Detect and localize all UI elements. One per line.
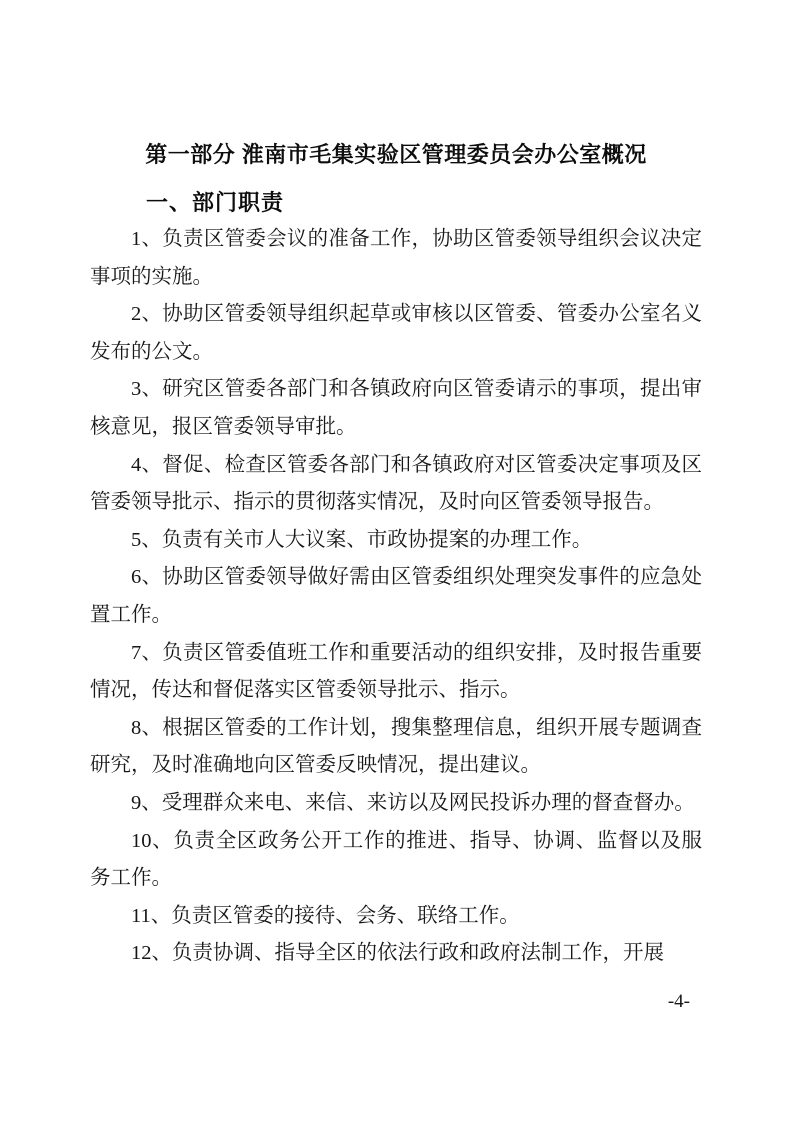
paragraph: 12、负责协调、指导全区的依法行政和政府法制工作，开展 — [131, 942, 664, 965]
document-title: 第一部分 淮南市毛集实验区管理委员会办公室概况 — [145, 142, 647, 167]
paragraph: 4、督促、检查区管委各部门和各镇政府对区管委决定事项及区管委领导批示、指示的贯彻落实情况，及时向区管委领导报告。 — [90, 453, 702, 514]
paragraph: 3、研究区管委各部门和各镇政府向区管委请示的事项，提出审核意见，报区管委领导审批。 — [90, 378, 702, 438]
paragraph: 11、负责区管委的接待、会务、联络工作。 — [131, 904, 520, 927]
page-number: -4- — [667, 991, 690, 1012]
document-content — [90, 140, 702, 973]
paragraph: 8、根据区管委的工作计划，搜集整理信息，组织开展专题调查研究，及时准确地向区管委反映情况，提出建议。 — [90, 716, 702, 777]
paragraph: 5、负责有关市人大议案、市政协提案的办理工作。 — [131, 528, 593, 551]
paragraph: 10、负责全区政务公开工作的推进、指导、协调、监督以及服务工作。 — [90, 829, 702, 890]
paragraph: 1、负责区管委会议的准备工作，协助区管委领导组织会议决定事项的实施。 — [90, 228, 702, 288]
paragraph: 2、协助区管委领导组织起草或审核以区管委、管委办公室名义发布的公文。 — [90, 303, 702, 363]
paragraph: 6、协助区管委领导做好需由区管委组织处理突发事件的应急处置工作。 — [90, 566, 702, 626]
paragraph: 9、受理群众来电、来信、来访以及网民投诉办理的督查督办。 — [131, 791, 695, 814]
section-heading: 一、部门职责 — [146, 190, 285, 215]
paragraph: 7、负责区管委值班工作和重要活动的组织安排，及时报告重要情况，传达和督促落实区管委领导批示、指示。 — [90, 641, 702, 702]
